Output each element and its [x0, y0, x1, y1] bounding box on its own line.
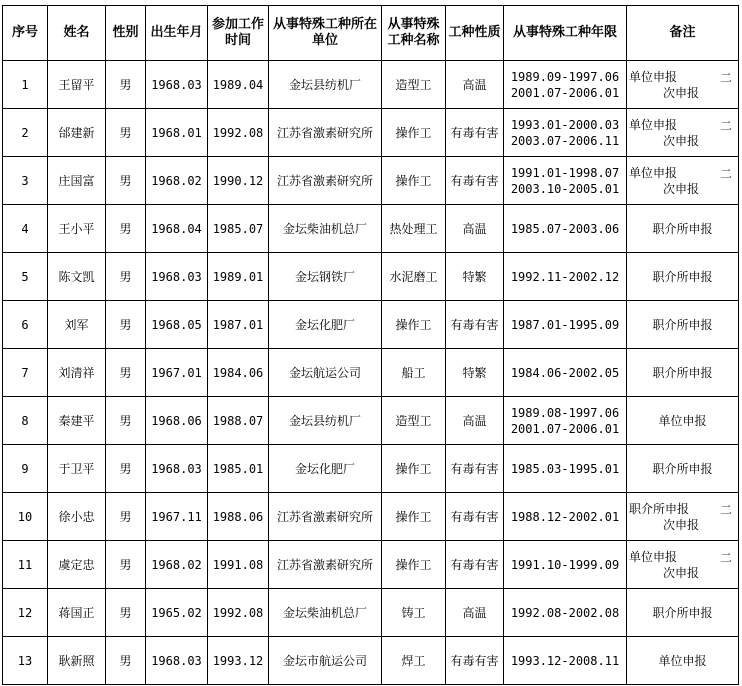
cell-index: 6 [3, 301, 48, 349]
table-row [3, 61, 739, 109]
cell-birth: 1968.02 [146, 541, 208, 589]
cell-job-nature: 有毒有害 [446, 445, 504, 493]
cell-unit: 金坛航运公司 [269, 349, 382, 397]
cell-job-name: 操作工 [382, 541, 446, 589]
cell-note: 职介所申报 [627, 301, 739, 349]
cell-note [627, 61, 739, 109]
years-period: 1993.12-2008.11 [510, 653, 620, 668]
cell-unit: 江苏省激素研究所 [269, 157, 382, 205]
cell-index: 4 [3, 205, 48, 253]
cell-job-name: 焊工 [382, 637, 446, 685]
cell-birth: 1965.02 [146, 589, 208, 637]
cell-unit: 金坛化肥厂 [269, 301, 382, 349]
header-job-nature: 工种性质 [446, 6, 504, 61]
header-gender: 性别 [106, 6, 146, 61]
cell-gender: 男 [106, 493, 146, 541]
table-row [3, 349, 739, 397]
header-note: 备注 [627, 6, 739, 61]
years-period: 1987.01-1995.09 [510, 317, 620, 332]
years-period: 1993.01-2000.03 [510, 117, 620, 132]
cell-index: 10 [3, 493, 48, 541]
note-line: 单位申报 [629, 117, 678, 132]
cell-note: 职介所申报 [627, 253, 739, 301]
cell-years [504, 445, 627, 493]
cell-index: 3 [3, 157, 48, 205]
cell-note [627, 157, 739, 205]
cell-work-start: 1992.08 [208, 589, 269, 637]
cell-job-nature: 特繁 [446, 349, 504, 397]
note-line: 次申报 [663, 181, 700, 196]
cell-index: 8 [3, 397, 48, 445]
years-period: 1991.10-1999.09 [510, 557, 620, 572]
cell-job-nature: 高温 [446, 205, 504, 253]
cell-gender: 男 [106, 589, 146, 637]
cell-gender: 男 [106, 637, 146, 685]
cell-name: 王小平 [48, 205, 106, 253]
table-row [3, 541, 739, 589]
cell-job-name: 造型工 [382, 61, 446, 109]
cell-work-start: 1988.06 [208, 493, 269, 541]
note-count: 二 [719, 167, 732, 181]
cell-job-name: 操作工 [382, 157, 446, 205]
cell-name: 徐小忠 [48, 493, 106, 541]
cell-job-name: 造型工 [382, 397, 446, 445]
cell-years [504, 301, 627, 349]
cell-job-name: 铸工 [382, 589, 446, 637]
header-row [3, 6, 739, 61]
note-count: 二 [719, 71, 732, 85]
cell-years [504, 253, 627, 301]
header-unit: 从事特殊工种所在单位 [269, 6, 382, 61]
table-row [3, 589, 739, 637]
cell-years [504, 349, 627, 397]
cell-name: 陈文凯 [48, 253, 106, 301]
cell-gender: 男 [106, 445, 146, 493]
header-birth: 出生年月 [146, 6, 208, 61]
cell-unit: 金坛钢铁厂 [269, 253, 382, 301]
table-row [3, 301, 739, 349]
cell-unit: 江苏省激素研究所 [269, 493, 382, 541]
note-count: 二 [719, 503, 732, 517]
cell-name: 蒋国正 [48, 589, 106, 637]
cell-years [504, 589, 627, 637]
header-job-name: 从事特殊工种名称 [382, 6, 446, 61]
cell-job-nature: 有毒有害 [446, 157, 504, 205]
cell-years [504, 637, 627, 685]
cell-years [504, 397, 627, 445]
cell-note: 单位申报 [627, 637, 739, 685]
years-period: 1985.03-1995.01 [510, 461, 620, 476]
note-line: 次申报 [663, 85, 700, 100]
cell-work-start: 1992.08 [208, 109, 269, 157]
cell-birth: 1967.11 [146, 493, 208, 541]
table-row [3, 493, 739, 541]
note-line: 职介所申报 [629, 501, 690, 516]
cell-job-name: 操作工 [382, 301, 446, 349]
cell-name: 刘清祥 [48, 349, 106, 397]
cell-gender: 男 [106, 397, 146, 445]
cell-job-name: 热处理工 [382, 205, 446, 253]
cell-name: 刘军 [48, 301, 106, 349]
table-row [3, 157, 739, 205]
cell-gender: 男 [106, 109, 146, 157]
cell-work-start: 1985.07 [208, 205, 269, 253]
table-row [3, 637, 739, 685]
cell-unit: 金坛县纺机厂 [269, 397, 382, 445]
cell-index: 9 [3, 445, 48, 493]
cell-note: 职介所申报 [627, 589, 739, 637]
header-index: 序号 [3, 6, 48, 61]
cell-gender: 男 [106, 541, 146, 589]
years-period: 2001.07-2006.01 [510, 85, 620, 100]
cell-job-nature: 有毒有害 [446, 637, 504, 685]
table-row [3, 253, 739, 301]
cell-job-nature: 有毒有害 [446, 493, 504, 541]
cell-index: 13 [3, 637, 48, 685]
cell-years [504, 493, 627, 541]
header-work-start: 参加工作时间 [208, 6, 269, 61]
note-count: 二 [719, 551, 732, 565]
cell-unit: 金坛化肥厂 [269, 445, 382, 493]
header-years: 从事特殊工种年限 [504, 6, 627, 61]
cell-name: 庄国富 [48, 157, 106, 205]
cell-name: 于卫平 [48, 445, 106, 493]
years-period: 1992.08-2002.08 [510, 605, 620, 620]
years-period: 1991.01-1998.07 [510, 165, 620, 180]
cell-birth: 1968.03 [146, 637, 208, 685]
cell-unit: 金坛市航运公司 [269, 637, 382, 685]
cell-birth: 1968.04 [146, 205, 208, 253]
cell-job-nature: 高温 [446, 589, 504, 637]
cell-years [504, 541, 627, 589]
cell-unit: 江苏省激素研究所 [269, 541, 382, 589]
cell-job-name: 船工 [382, 349, 446, 397]
cell-years [504, 61, 627, 109]
cell-gender: 男 [106, 205, 146, 253]
cell-note [627, 541, 739, 589]
cell-gender: 男 [106, 253, 146, 301]
note-line: 次申报 [663, 133, 700, 148]
years-period: 1985.07-2003.06 [510, 221, 620, 236]
table-row [3, 397, 739, 445]
cell-work-start: 1984.06 [208, 349, 269, 397]
note-line: 次申报 [663, 565, 700, 580]
cell-name: 王留平 [48, 61, 106, 109]
cell-birth: 1968.01 [146, 109, 208, 157]
cell-index: 7 [3, 349, 48, 397]
years-period: 1992.11-2002.12 [510, 269, 620, 284]
cell-job-nature: 有毒有害 [446, 109, 504, 157]
years-period: 1989.08-1997.06 [510, 405, 620, 420]
cell-note: 职介所申报 [627, 445, 739, 493]
cell-name: 虞定忠 [48, 541, 106, 589]
cell-unit: 金坛柴油机总厂 [269, 589, 382, 637]
years-period: 2003.07-2006.11 [510, 133, 620, 148]
cell-note: 职介所申报 [627, 349, 739, 397]
cell-gender: 男 [106, 61, 146, 109]
cell-birth: 1968.03 [146, 253, 208, 301]
cell-job-nature: 有毒有害 [446, 301, 504, 349]
cell-unit: 金坛县纺机厂 [269, 61, 382, 109]
cell-job-nature: 高温 [446, 61, 504, 109]
cell-note [627, 109, 739, 157]
cell-years [504, 109, 627, 157]
header-name: 姓名 [48, 6, 106, 61]
note-line: 单位申报 [629, 69, 678, 84]
cell-unit: 江苏省激素研究所 [269, 109, 382, 157]
table-row [3, 109, 739, 157]
cell-work-start: 1993.12 [208, 637, 269, 685]
cell-work-start: 1988.07 [208, 397, 269, 445]
note-line: 次申报 [663, 517, 700, 532]
cell-index: 12 [3, 589, 48, 637]
note-line: 单位申报 [629, 165, 678, 180]
cell-years [504, 157, 627, 205]
years-period: 1988.12-2002.01 [510, 509, 620, 524]
cell-note [627, 493, 739, 541]
cell-name: 秦建平 [48, 397, 106, 445]
cell-birth: 1968.03 [146, 445, 208, 493]
cell-job-name: 操作工 [382, 493, 446, 541]
note-line: 单位申报 [629, 549, 678, 564]
note-count: 二 [719, 119, 732, 133]
cell-note: 职介所申报 [627, 205, 739, 253]
years-period: 1989.09-1997.06 [510, 69, 620, 84]
table-row [3, 445, 739, 493]
cell-job-name: 操作工 [382, 109, 446, 157]
cell-birth: 1968.03 [146, 61, 208, 109]
cell-birth: 1968.06 [146, 397, 208, 445]
cell-birth: 1967.01 [146, 349, 208, 397]
cell-job-nature: 有毒有害 [446, 541, 504, 589]
cell-work-start: 1991.08 [208, 541, 269, 589]
cell-work-start: 1989.04 [208, 61, 269, 109]
cell-work-start: 1985.01 [208, 445, 269, 493]
cell-index: 2 [3, 109, 48, 157]
cell-note: 单位申报 [627, 397, 739, 445]
cell-job-nature: 高温 [446, 397, 504, 445]
cell-unit: 金坛柴油机总厂 [269, 205, 382, 253]
cell-gender: 男 [106, 349, 146, 397]
cell-gender: 男 [106, 157, 146, 205]
cell-index: 11 [3, 541, 48, 589]
cell-name: 耿新照 [48, 637, 106, 685]
cell-work-start: 1987.01 [208, 301, 269, 349]
cell-years [504, 205, 627, 253]
years-period: 2001.07-2006.01 [510, 421, 620, 436]
cell-job-name: 操作工 [382, 445, 446, 493]
special-job-table [2, 5, 739, 685]
cell-birth: 1968.05 [146, 301, 208, 349]
cell-birth: 1968.02 [146, 157, 208, 205]
years-period: 1984.06-2002.05 [510, 365, 620, 380]
cell-job-nature: 特繁 [446, 253, 504, 301]
table-row [3, 205, 739, 253]
cell-name: 邰建新 [48, 109, 106, 157]
years-period: 2003.10-2005.01 [510, 181, 620, 196]
cell-job-name: 水泥磨工 [382, 253, 446, 301]
cell-index: 1 [3, 61, 48, 109]
cell-gender: 男 [106, 301, 146, 349]
cell-work-start: 1990.12 [208, 157, 269, 205]
cell-work-start: 1989.01 [208, 253, 269, 301]
cell-index: 5 [3, 253, 48, 301]
